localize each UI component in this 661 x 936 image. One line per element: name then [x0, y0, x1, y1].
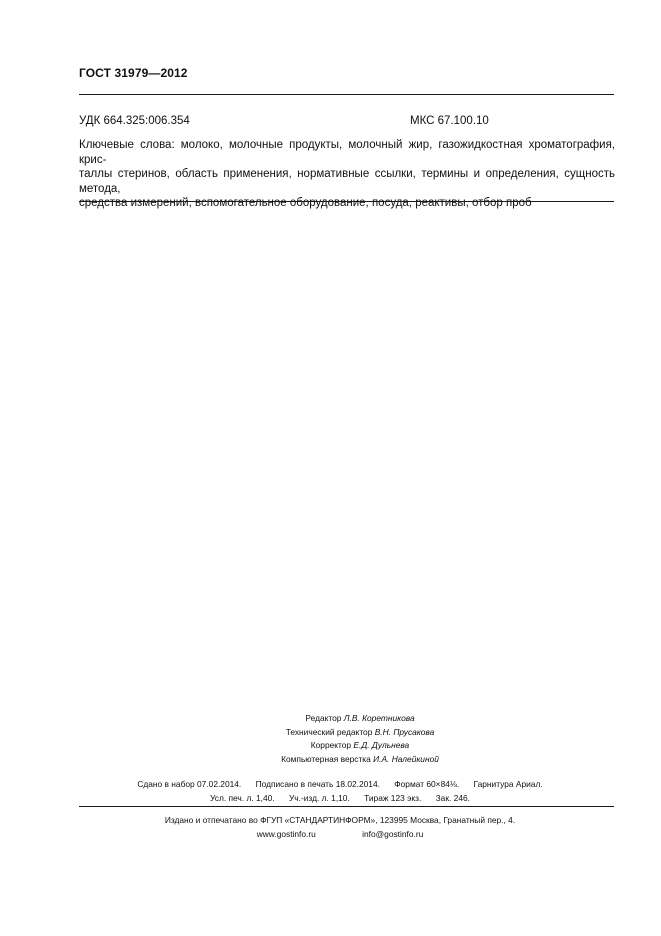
credit-name: Е.Д. Дульнева [353, 740, 410, 750]
order-number: Зак. 246. [435, 792, 470, 803]
mks-code: МКС 67.100.10 [410, 115, 489, 127]
keywords-divider [79, 201, 614, 202]
credit-role: Редактор [305, 713, 342, 723]
sent-date: Сдано в набор 07.02.2014. [137, 779, 242, 789]
credit-role: Технический редактор [285, 726, 373, 737]
keywords-line: средства измерений, вспомогательное оборудование, посуда, реактивы, отбор проб [79, 197, 532, 209]
credit-editor [180, 712, 540, 726]
credit-role: Компьютерная верстка [281, 753, 371, 764]
publisher-sheets: Уч.-изд. л. 1,10. [288, 792, 350, 803]
credit-name: И.А. Налейкиной [373, 753, 439, 764]
publisher-line: Издано и отпечатано во ФГУП «СТАНДАРТИНФОРМ», 123995 Москва, Гранатный пер., 4. [164, 815, 516, 825]
udk-code: УДК 664.325:006.354 [79, 115, 190, 127]
credit-tech-editor [180, 726, 540, 740]
print-info [120, 778, 560, 805]
publisher-links [120, 828, 560, 842]
credit-name: Л.В. Коретникова [343, 713, 415, 723]
email-link[interactable]: info@gostinfo.ru [362, 828, 424, 839]
keywords-block [79, 138, 615, 211]
website-link[interactable]: www.gostinfo.ru [256, 828, 316, 839]
credit-role: Корректор [310, 740, 352, 750]
credit-name: В.Н. Прусакова [374, 726, 435, 737]
copies-count: Тираж 123 экз. [364, 792, 422, 803]
credit-layout [180, 753, 540, 767]
signed-date: Подписано в печать 18.02.2014. [255, 779, 380, 789]
credit-corrector [180, 739, 540, 753]
keywords-line: таллы стеринов, область применения, нормативные ссылки, термины и определения, сущность метода, [79, 168, 615, 195]
credits-block [180, 712, 540, 766]
typeface: Гарнитура Ариал. [473, 779, 543, 789]
publisher-block [120, 814, 560, 841]
paper-format: Формат 60×84⅛. [394, 779, 460, 789]
standard-code: ГОСТ 31979—2012 [79, 66, 188, 80]
top-divider [79, 94, 614, 95]
keywords-line: Ключевые слова: молоко, молочные продукты, молочный жир, газожидкостная хроматография, крис- [79, 139, 615, 166]
print-info-row [120, 792, 560, 806]
bottom-divider [79, 806, 614, 807]
print-info-row [120, 778, 560, 792]
print-sheets: Усл. печ. л. 1,40. [210, 792, 275, 803]
